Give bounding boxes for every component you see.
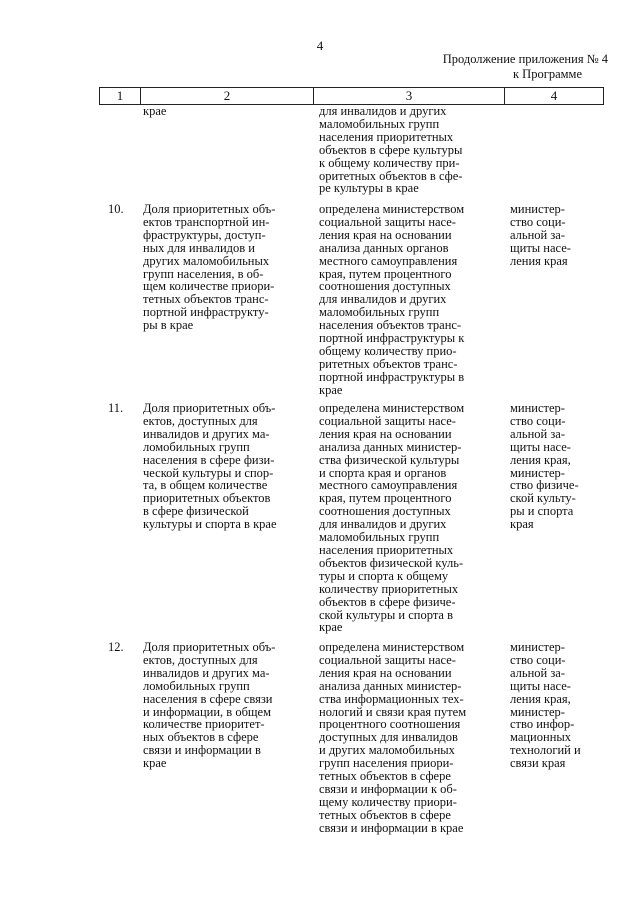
row-continued-indicator: крае	[143, 104, 167, 118]
appendix-header	[443, 52, 608, 82]
column-4-header: 4	[505, 88, 604, 105]
row-11-indicator: Доля приоритетных объ- ектов, доступных для инвалидов и других ма- ломобильных групп населения в сфере физи- ческой культуры и спор- та, в общем количестве приоритетных объектов в сфере физической культуры и спорта в крае	[143, 401, 277, 532]
column-2-header: 2	[141, 88, 314, 105]
page-number: 4	[316, 38, 324, 53]
column-1-header: 1	[100, 88, 141, 105]
row-continued-method: для инвалидов и других маломобильных групп населения приоритетных объектов в сфере культуры к общему количеству при- оритетных объектов в сфе- ре культуры в крае	[319, 104, 463, 196]
column-3-header: 3	[314, 88, 505, 105]
row-10-method: определена министерством социальной защиты насе- ления края на основании анализа данных органов местного самоуправления края, путем процентного соотношения доступных для инвалидов и других маломобильных групп населения объектов транс- портной инфраструктуры к общему количеству прио- ритетных объектов транс- портной инфраструктуры в крае	[319, 202, 465, 397]
row-11-number: 11.	[108, 401, 124, 415]
appendix-line-2: к Программе	[512, 67, 582, 81]
row-12-number: 12.	[108, 640, 124, 654]
row-11-method: определена министерством социальной защиты насе- ления края на основании анализа данных министер- ства физической культуры и спорта края и органов местного самоуправления края, путем процентного соотношения доступных для инвалидов и других маломобильных групп населения приоритетных объектов физической куль- туры и спорта к общему количеству приоритетных объектов в сфере физиче- ской культуры и спорта в крае	[319, 401, 465, 635]
column-number-header	[99, 87, 604, 105]
row-12-indicator: Доля приоритетных объ- ектов, доступных для инвалидов и других ма- ломобильных групп населения в сфере связи и информации, в общем количестве приоритет- ных объектов в сфере связи и информации в крае	[143, 640, 276, 771]
row-12-method: определена министерством социальной защиты насе- ления края на основании анализа данных министер- ства информационных тех- нологий и связи края путем процентного соотношения доступных для инвалидов и других маломобильных групп населения приори- тетных объектов в сфере связи и информации к об- щему количеству приори- тетных объектов в сфере связи и информации в крае	[319, 640, 467, 835]
row-10-indicator: Доля приоритетных объ- ектов транспортной ин- фраструктуры, доступ- ных для инвалидов и других маломобильных групп населения, в об- щем количестве приори- тетных объектов транс- портной инфраструкту- ры в крае	[143, 202, 276, 333]
row-11-responsible: министер- ство соци- альной за- щиты насе- ления края, министер- ство физиче- ской культу- ры и спорта края	[510, 401, 579, 532]
row-10-responsible: министер- ство соци- альной за- щиты насе- ления края	[510, 202, 571, 268]
row-10-number: 10.	[108, 202, 124, 216]
appendix-line-1: Продолжение приложения № 4	[442, 52, 608, 66]
row-12-responsible: министер- ство соци- альной за- щиты насе- ления края, министер- ство инфор- мационных технологий и связи края	[510, 640, 581, 771]
